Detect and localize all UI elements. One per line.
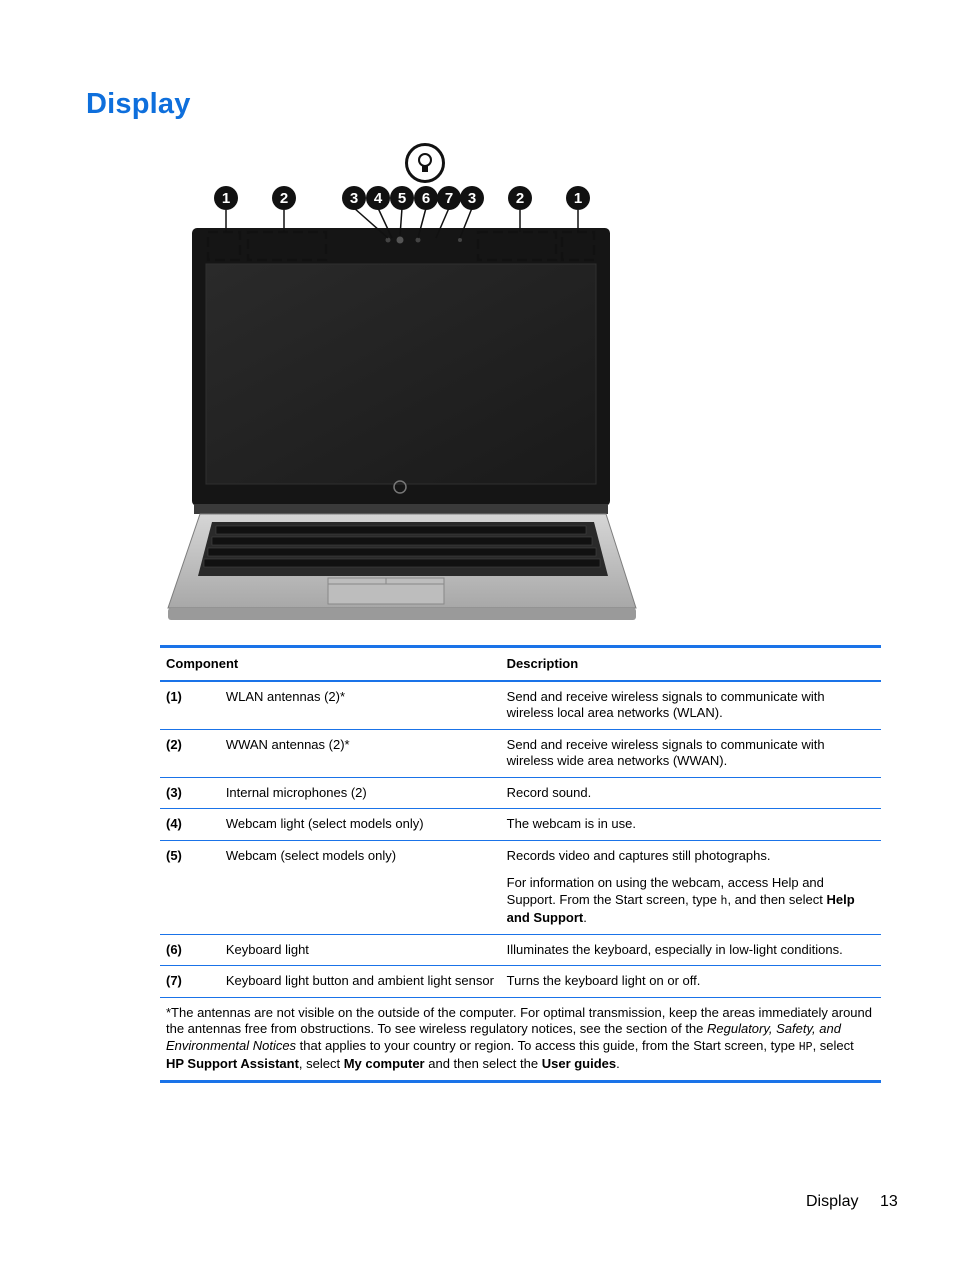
row-number: (6) (160, 934, 220, 966)
table-row (160, 809, 881, 841)
laptop-front-edge (168, 608, 636, 620)
callout-2-left: 2 (272, 186, 296, 210)
row-description: The webcam is in use. (501, 809, 881, 841)
row-description: Turns the keyboard light on or off. (501, 966, 881, 998)
row-component: WLAN antennas (2)* (220, 681, 501, 730)
antenna-footnote: *The antennas are not visible on the outside of the computer. For optimal transmission, keep the areas immediately around the antennas free from obstructions. To see wireless regulatory notices, see the section of the Regulatory, Safety, and Environmental Notices that applies to your country or region. To access this guide, from the Start screen, type HP, select HP Support Assistant, select My computer and then select the User guides. (160, 997, 881, 1081)
row-component: Internal microphones (2) (220, 777, 501, 809)
table-row (160, 729, 881, 777)
webcam-description: Records video and captures still photographs. (506, 847, 771, 863)
laptop-illustration (160, 138, 650, 638)
callout-1-right: 1 (566, 186, 590, 210)
row-component: Webcam (select models only) (220, 840, 501, 934)
table-row (160, 840, 881, 934)
page-title: Display (86, 88, 191, 120)
notices-title: Regulatory, Safety, and Environmental Notices (166, 1021, 841, 1053)
row-number: (7) (160, 966, 220, 998)
table-row (160, 966, 881, 998)
component-table (160, 645, 881, 1083)
row-component: WWAN antennas (2)* (220, 729, 501, 777)
row-description: Send and receive wireless signals to communicate with wireless local area networks (WLAN). (501, 681, 881, 730)
row-description: Send and receive wireless signals to communicate with wireless wide area networks (WWAN). (501, 729, 881, 777)
typed-command: h (720, 894, 728, 908)
row-component: Webcam light (select models only) (220, 809, 501, 841)
callout-3-left: 3 (342, 186, 366, 210)
row-description: Illuminates the keyboard, especially in low-light conditions. (501, 934, 881, 966)
display-panel (206, 264, 596, 484)
row-number: (3) (160, 777, 220, 809)
row-number: (1) (160, 681, 220, 730)
callout-7: 7 (437, 186, 461, 210)
row-number: (2) (160, 729, 220, 777)
footer-section-name: Display (806, 1193, 859, 1210)
row-component: Keyboard light (220, 934, 501, 966)
header-description: Description (501, 647, 881, 681)
table-row (160, 777, 881, 809)
webcam-help-text: For information on using the webcam, access Help and Support. From the Start screen, type h, and then select Help and Support. (506, 875, 855, 925)
table-row (160, 934, 881, 966)
callout-6: 6 (414, 186, 438, 210)
footer-page-number: 13 (880, 1193, 898, 1210)
row-number: (4) (160, 809, 220, 841)
callout-1-left: 1 (214, 186, 238, 210)
table-header-row (160, 647, 881, 681)
laptop-drawing (160, 138, 650, 638)
header-component: Component (160, 647, 501, 681)
lightbulb-icon (405, 143, 445, 183)
callout-3-right: 3 (460, 186, 484, 210)
table-row (160, 681, 881, 730)
typed-command: HP (798, 1040, 813, 1054)
row-component: Keyboard light button and ambient light sensor (220, 966, 501, 998)
table-note-row (160, 997, 881, 1081)
row-number: (5) (160, 840, 220, 934)
help-and-support-label: Help and Support (506, 891, 855, 925)
callout-5: 5 (390, 186, 414, 210)
callout-4: 4 (366, 186, 390, 210)
row-description (501, 840, 881, 934)
callout-2-right: 2 (508, 186, 532, 210)
row-description: Record sound. (501, 777, 881, 809)
